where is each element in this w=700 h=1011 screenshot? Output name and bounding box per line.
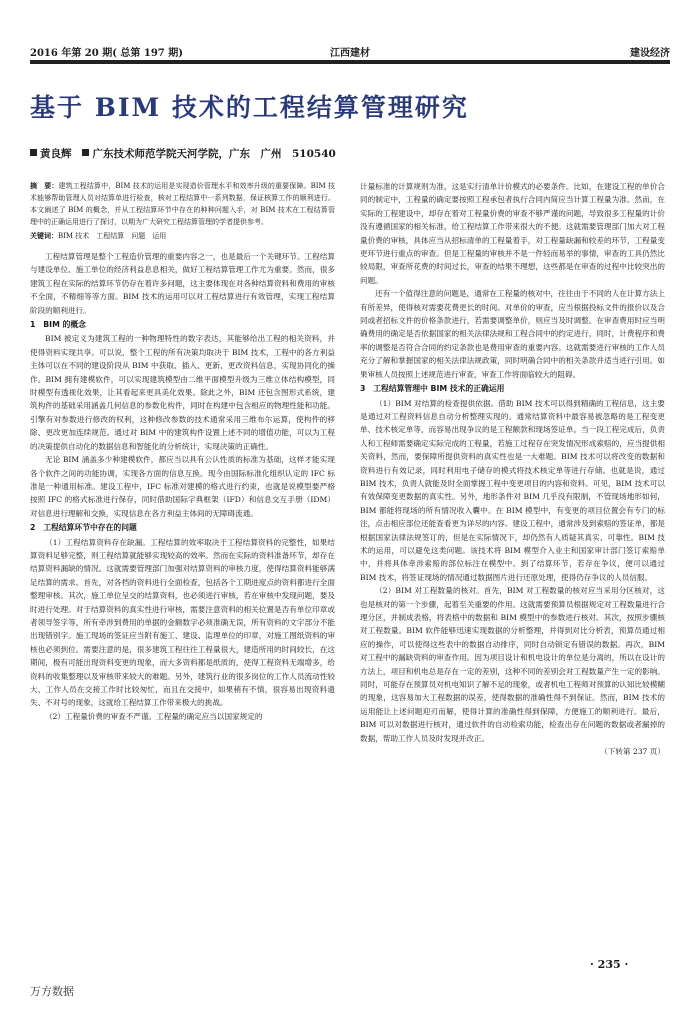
paragraph: BIM 被定义为建筑工程的一种物理特性的数字表达，其能够给出工程的相关资料，并使得资料实现共享。可以说，整个工程的所有决策均取决于 BIM 技术，工程中的各方利益主体可以在不同的建设阶段从 BIM 中获取、插入、更新、更改资料信息，实现协同化的操作。BIM 拥有建模软件，可以实现建筑模型由二维平面模型升级为三维立体结构模型，同时模型有透视化效果，让其看起来更具美化效果。除此之外，BIM 还包含图形式系统，建筑构件的基础采用涵盖几何信息的参数化构件，同时在构建中包含相应的物理性能和功能。引擎有对参数进行修改的权利，这种修改参数的技术通常采用三维布尔运算，使构件的移除、更改更加连续规范。通过对 BIM 中的建筑构件设置上述不同的增值功能，可以为工程的决策提供自动化的数据信息和智能化的分析统计，实现决策的正确性。: [30, 334, 335, 451]
left-body: [30, 250, 335, 723]
abstract-text: 建筑工程结算中，BIM 技术的运用是实现造价管理水平和效率升级的重要保障。BIM 技术能够帮助管理人员对结算单进行检查，核对工程结算中一系列数据，保证核算工作的顺利进行。本文阐述了 BIM 的概念，并从工程结算环节中存在的种种问题入手，对 BIM 技术在工程结算管理中的正确运用进行了探讨，以期为广大研究工程结算管理的学者提供参考。: [30, 182, 335, 226]
journal-name: 江西建材: [330, 48, 370, 59]
paragraph: （2）工程量价费的审查不严谨。工程量的确定应当以国家规定的: [45, 711, 263, 721]
paragraph: 工程结算管理是整个工程造价管理的重要内容之一，也是最后一个关键环节。工程结算与建设单位、施工单位的经济利益息息相关，做好工程结算管理工作尤为重要。然而，很多建筑工程在实际的结算环节仍存在着许多问题，这主要体现在对各种结算资料和费用的审核不全面，不精细等等方面。BIM 技术的运用可以对工程结算进行有效管理，实现工程结算阶段的顺利进行。: [30, 252, 335, 315]
footer-watermark: 万方数据: [30, 985, 74, 998]
left-column: [30, 180, 335, 723]
paper-title: 基于 BIM 技术的工程结算管理研究: [30, 93, 469, 122]
section-heading: 3 工程结算管理中 BIM 技术的正确运用: [360, 384, 505, 394]
paragraph: 无论 BIM 涵盖多少种建模软件，都应当以具有公认性质的标准为基础，这样才能实现各个软件之间的功能协调，实现各方面的信息互换。现今由国际标准化组织认定的 IFC 标准是一种通用标准。建设工程中，IFC 标准对建模的格式进行约束，也就是说模型要严格按照 IFC 的格式标准进行保存，同时借助国际字典框架（IFD）和信息交互手册（IDM）对信息进行理解和交换，实现信息在各方利益主体间的无障碍流通。: [30, 455, 335, 518]
keywords-text: BIM 技术 工程结算 问题 运用: [58, 232, 167, 240]
keywords: [30, 230, 335, 242]
section-heading: 1 BIM 的概念: [30, 320, 86, 330]
author-affiliation: 广东技术师范学院天河学院，广东 广州 510540: [92, 148, 336, 160]
paragraph: 计量标准的计算规则为准，这是实行清单计价模式的必要条件。比如，在建设工程的单价合同的制定中，工程量的确定要按照工程承包者执行合同内简应当计算工程量为准。然而，在实际的工程建设中，却存在着对工程量价费的审查不够严谨的问题，导致很多工程量的计价没有遵循国家的相关标准，给工程结算工作带来很大的不便。这就需要管理部门加大对工程量价费的审核，具体应当从招标清单的工程量着手，对工程量缺漏和较差的环节，工程量变更环节进行重点的审查。但是工程量的审核并不是一件轻而易举的事情，审查的工具仍然比较局限，审查所花费的时间过长，审查的结果不理想，这些都是在审查的过程中比较突出的问题。: [360, 182, 665, 285]
author-line: [30, 146, 336, 161]
abstract-label: 摘 要：: [30, 181, 59, 190]
continued-note: （下转第 237 页）: [600, 747, 665, 757]
right-body: [360, 180, 665, 758]
issue-info: 2016 年第 20 期( 总第 197 期): [30, 48, 183, 59]
keywords-label: 关键词：: [30, 231, 58, 240]
right-column: [360, 180, 665, 758]
bullet-square-icon: [82, 149, 89, 156]
paragraph: （1）工程结算资料存在缺漏。工程结算的效率取决于工程结算资料的完整性，如果结算资料足够完整，则工程结算就能够实现较高的效率。然而在实际的资料准备环节，却存在结算资料漏缺的情况。这就需要管理部门加强对结算资料的审核力度，使得结算资料能够满足结算的需求。首先，对各档的资料进行全面检查，包括各个工期进度点的资料都进行全面整理审核。其次，施工单位呈交的结算资料，也必须进行审核，若在审核中发现问题，要及时进行处理。对于结算资料的真实性进行审核，需要注意资料的相关位置是否有单位印章或者领导签字等，所有牵涉到费用的单据的金额数字必须准确无误，所有资料的文字部分不能出现错别字。施工现场的签证应当附有施工、建设、监理单位的印章，对施工图纸资料的审核也必须到位。需要注意的是，很多建筑工程往往工程量很大，建造所用的时间较长，在这期间，极有可能出现资料变更的现象，而大多资料都是纸质的，使得工程资料无端增多，给资料的收集整理以及审核带来较大的难题。另外，建筑行业的很多岗位的工作人员流动性较大，工作人员在交接工作时比较匆忙，而且在交接中，如果稍有不慎，很容易出现资料遗失、不对号的现象，这就给工程结算工作带来极大的挑战。: [30, 537, 335, 708]
author-name: 黄良辉: [40, 148, 72, 160]
bullet-square-icon: [30, 149, 37, 156]
section-name: 建设经济: [630, 48, 670, 59]
paragraph: （1）BIM 对结算的检查提供依据。借助 BIM 技术可以得到精确的工程信息，这主要是通过对工程资料信息自动分析整理实现的。通常结算资料中最容易被忽略的是工程变更单、技术核定单等，而容易出现争议的是工程额款和现场签证单。当一段工程完成后，负责人和工程师需要确定实际完成的工程量，若施工过程存在突发情况形成索赔的，应当提供相关资料，然而，要保障所提供资料的真实性也是一大难题。BIM 技术可以将改变的数据和资料进行有效记录，同时利用电子储存的模式将技术核定单等进行存储。也就是说，通过 BIM 技术，负责人就能及时全面掌握工程中变更项目的内容和资料。可见，BIM 技术可以有效保障变更数据的真实性。另外，地形条件对 BIM 几乎没有限制，不管现场地形如何，BIM 都能将现场的所有情况收入囊中。在 BIM 模型中，有变更的项目位置会有专门的标注，点击相应部位还能查看更为详尽的内容。建设工程中，通常涉及到索赔的签证单，都是根据国家法律法规签订的，但是在实际情况下，却仍然有人质疑其真实、可靠性。BIM 技术的运用，可以避免这类问题。该技术将 BIM 模型介入业主和国家审计部门签订索赔单中，并将具体牵涉索赔的部位标注在模型中。到了结算环节，若存在争议，便可以通过 BIM 技术，将签证现场的情况通过数据图片进行还原处理，使得仍存争议的人员信服。: [360, 398, 665, 582]
page-number: · 235 ·: [590, 958, 629, 971]
header-rule: [30, 60, 670, 64]
paragraph: （2）BIM 对工程数量的核对。首先，BIM 对工程数量的核对应当采用分区核对，这也是核对的第一个步骤，起着至关重要的作用。这就需要预算员根据规定对工程数量进行合理分区，并制成表格，将表格中的数据和 BIM 模型中的参数进行核对。其次，按照步骤核对工程数量。BIM 软件能够迅速实现数据的分析整理，并得到对比分析表，预算员通过相应的操作，可以使得这些表中的数据自动排序，同时自动锁定有错误的数据。再次，BIM 对工程中的漏缺资料的审查作用。因为项目设计和机电设计的单位是分离的，所以在设计的方法上，项目和机电总是存在一定的差别，这种不同的差别会对工程数量产生一定的影响。同时，可能存在预算员对机电知识了解不足的现象，或者机电工程师对预算的认知比较模糊的现象，这容易加大工程数据的误差，使得数据的准确性得不到保证。然而，BIM 技术的运用能让上述问题迎刃而解，使得计算的准确性得到保障，方便施工的顺利进行。最后，BIM 可以对数据进行核对，通过软件的自动检索功能，检查出存在问题的数据或者漏掉的数据，帮助工作人员及时发现并改正。: [360, 586, 665, 743]
paragraph: 还有一个值得注意的问题是，通常在工程量的核对中，往往由于不同的人在计算方法上有所差异，使得核对需要花费更长的时间。对单价的审查，应当根据投标文件的报价以及合同或者招标文件的价格条款进行，若需要调整单价，则应当及时调整。在审查费用时应当明确费用的确定是否依据国家的相关法律法规和工程合同中的约定进行，同时，计费程序和费率的调整是否符合合同的约定条款也是费用审查的重要内容。这就需要进行审核的工作人员充分了解和掌握国家的相关法律法规政策，同时明确合同中的相关条款并适当进行引用。如果审核人员按照上述规范进行审查，审查工作将面临较大的阻碍。: [360, 289, 665, 379]
section-heading: 2 工程结算环节中存在的问题: [30, 523, 137, 533]
abstract: [30, 180, 335, 228]
running-header: [30, 44, 670, 58]
